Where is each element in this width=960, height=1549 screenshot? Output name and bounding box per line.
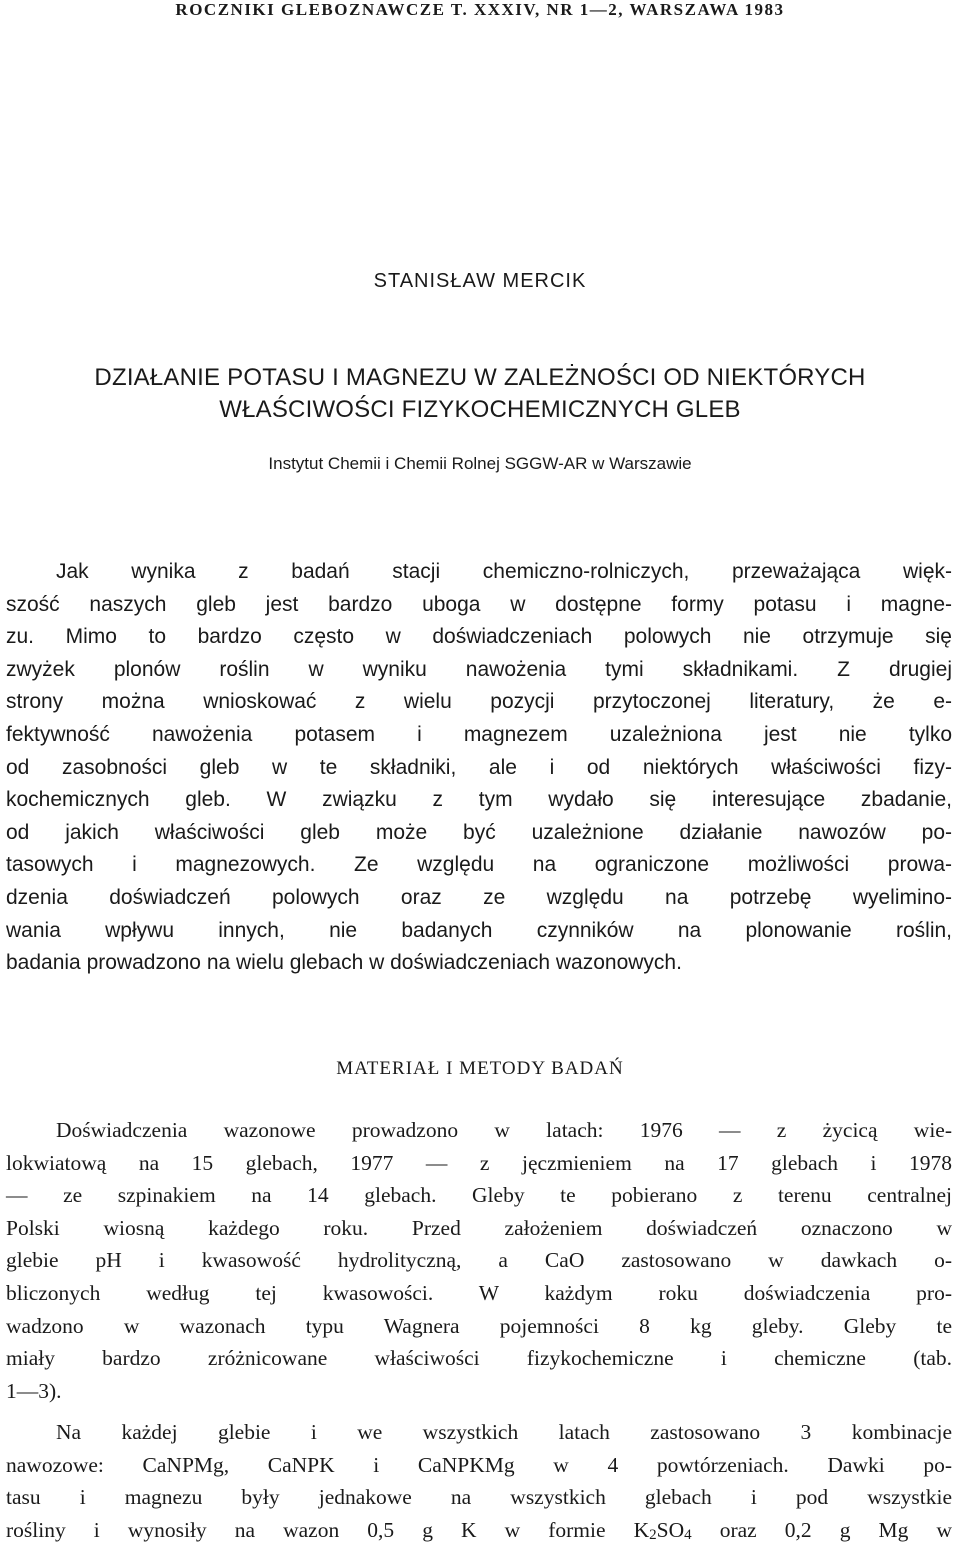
text-segment: rośliny i wynosiły na wazon 0,5 g K w formie K <box>6 1517 650 1542</box>
article-title <box>0 362 960 426</box>
text-line: szość naszych gleb jest bardzo uboga w dostępne formy potasu i magne- <box>6 592 952 616</box>
running-head: ROCZNIKI GLEBOZNAWCZE T. XXXIV, NR 1—2, WARSZAWA 1983 <box>175 0 785 19</box>
text-line: 1—3). <box>6 1378 62 1403</box>
text-line: tasu i magnezu były jednakowe na wszystkich glebach i pod wszystkie <box>6 1485 952 1510</box>
text-line: miały bardzo zróżnicowane właściwości fizykochemiczne i chemiczne (tab. <box>6 1346 952 1371</box>
text-line: nawozowe: CaNPMg, CaNPK i CaNPKMg w 4 powtórzeniach. Dawki po- <box>6 1452 952 1477</box>
text-segment: SO <box>656 1517 685 1542</box>
methods-paragraph-2 <box>6 1416 952 1546</box>
text-line: Doświadczenia wazonowe prowadzono w latach: 1976 — z życicą wie- <box>56 1118 952 1142</box>
section-heading: MATERIAŁ I METODY BADAŃ <box>336 1058 624 1079</box>
text-line: od jakich właściwości gleb może być uzależnione działanie nawozów po- <box>6 820 952 844</box>
text-line: bliczonych według tej kwasowości. W każdym roku doświadczenia pro- <box>6 1280 952 1305</box>
subscript: 2 <box>649 1526 657 1543</box>
title-line-2: WŁAŚCIWOŚCI FIZYKOCHEMICZNYCH GLEB <box>219 396 741 423</box>
text-line: fektywność nawożenia potasem i magnezem uzależniona jest nie tylko <box>6 722 952 746</box>
text-line: Polski wiosną każdego roku. Przed założeniem doświadczeń oznaczono w <box>6 1215 952 1240</box>
text-line: zwyżek plonów roślin w wyniku nawożenia tymi składnikami. Z drugiej <box>6 657 952 681</box>
title-line-1: DZIAŁANIE POTASU I MAGNEZU W ZALEŻNOŚCI OD NIEKTÓRYCH <box>94 364 866 391</box>
text-line: wadzono w wazonach typu Wagnera pojemności 8 kg gleby. Gleby te <box>6 1313 952 1338</box>
affiliation: Instytut Chemii i Chemii Rolnej SGGW-AR w Warszawie <box>268 454 692 473</box>
text-line: dzenia doświadczeń polowych oraz ze względu na potrzebę wyelimino- <box>6 885 952 909</box>
text-line: kochemicznych gleb. W związku z tym wydało się interesujące zbadanie, <box>6 788 952 812</box>
author-name: STANISŁAW MERCIK <box>373 270 587 292</box>
text-segment: oraz 0,2 g Mg w <box>691 1517 952 1542</box>
subscript: 4 <box>684 1526 692 1543</box>
text-line: tasowych i magnezowych. Ze względu na ograniczone możliwości prowa- <box>6 853 952 877</box>
text-line: glebie pH i kwasowość hydrolityczną, a CaO zastosowano w dawkach o- <box>6 1248 952 1273</box>
intro-paragraph <box>6 556 952 980</box>
text-line: Na każdej glebie i we wszystkich latach zastosowano 3 kombinacje <box>56 1420 952 1444</box>
text-line: zu. Mimo to bardzo często w doświadczeniach polowych nie otrzymuje się <box>6 625 952 649</box>
text-line: strony można wnioskować z wielu pozycji przytoczonej literatury, że e- <box>6 690 952 714</box>
text-line <box>6 1514 952 1547</box>
text-line: lokwiatową na 15 glebach, 1977 — z jęczmieniem na 17 glebach i 1978 <box>6 1150 952 1175</box>
methods-paragraph-1 <box>6 1114 952 1407</box>
text-line: Jak wynika z badań stacji chemiczno-rolniczych, przeważająca więk- <box>56 560 952 583</box>
text-line: badania prowadzono na wielu glebach w doświadczeniach wazonowych. <box>6 951 682 975</box>
text-line: — ze szpinakiem na 14 glebach. Gleby te pobierano z terenu centralnej <box>6 1183 952 1208</box>
text-line: od zasobności gleb w te składniki, ale i od niektórych właściwości fizy- <box>6 755 952 779</box>
text-line: wania wpływu innych, nie badanych czynników na plonowanie roślin, <box>6 918 952 942</box>
